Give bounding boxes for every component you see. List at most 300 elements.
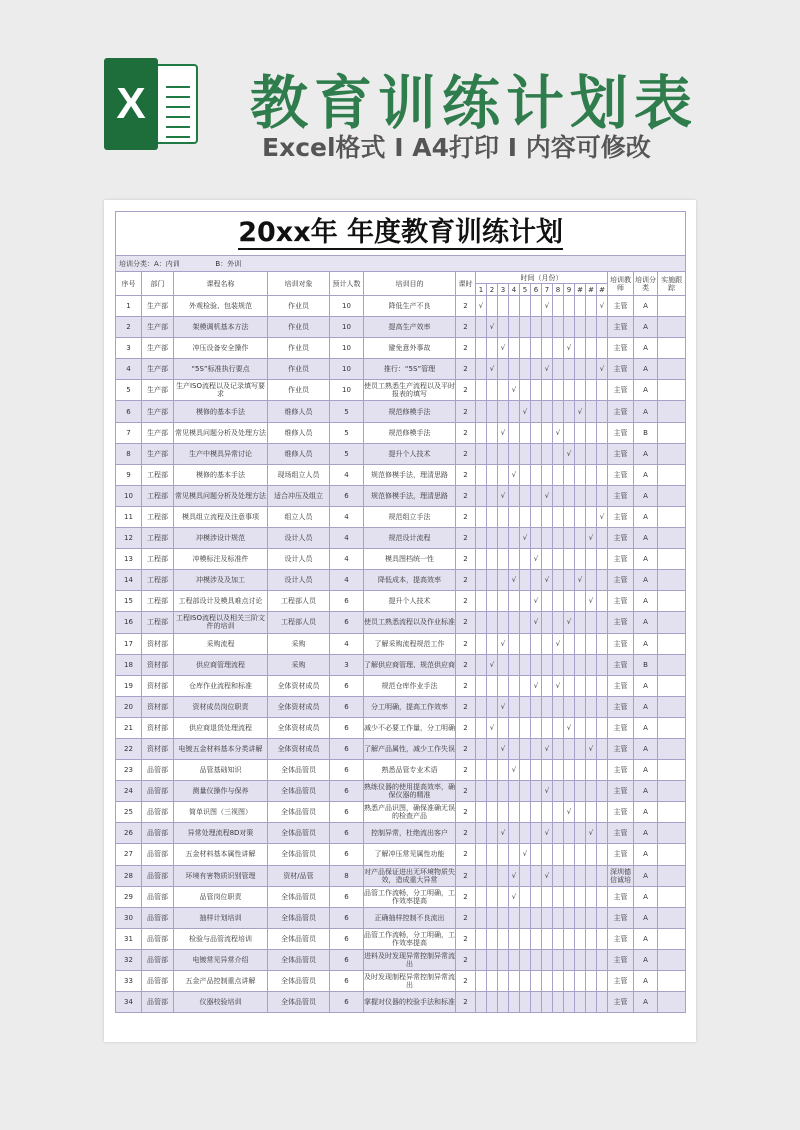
cell-track[interactable]	[658, 549, 686, 570]
cell-month-2[interactable]: √	[487, 317, 498, 338]
cell-teacher[interactable]: 主管	[608, 338, 634, 359]
cell-type[interactable]: A	[634, 591, 658, 612]
cell-month-11[interactable]: √	[586, 823, 597, 844]
cell-type[interactable]: A	[634, 296, 658, 317]
cell-type[interactable]: A	[634, 696, 658, 717]
cell-dept[interactable]: 生产部	[142, 401, 174, 422]
cell-track[interactable]	[658, 401, 686, 422]
cell-month-8[interactable]	[553, 823, 564, 844]
cell-month-12[interactable]	[597, 696, 608, 717]
cell-purpose[interactable]: 正确抽样控制不良流出	[364, 907, 456, 928]
cell-teacher[interactable]: 主管	[608, 760, 634, 781]
cell-purpose[interactable]: 进料及时发现异常控制异常流出	[364, 949, 456, 970]
cell-month-11[interactable]	[586, 760, 597, 781]
cell-dept[interactable]: 品管部	[142, 928, 174, 949]
cell-month-4[interactable]	[509, 781, 520, 802]
cell-month-2[interactable]	[487, 422, 498, 443]
cell-month-5[interactable]	[520, 570, 531, 591]
cell-target[interactable]: 全体资材成员	[268, 696, 330, 717]
cell-dept[interactable]: 工程部	[142, 506, 174, 527]
cell-month-12[interactable]	[597, 591, 608, 612]
cell-month-10[interactable]	[575, 654, 586, 675]
cell-purpose[interactable]: 了解冲压常见属性功能	[364, 844, 456, 865]
cell-month-2[interactable]	[487, 506, 498, 527]
cell-purpose[interactable]: 使员工熟悉流程以及作业标准	[364, 612, 456, 633]
cell-count[interactable]: 6	[330, 781, 364, 802]
cell-month-6[interactable]: √	[531, 612, 542, 633]
cell-month-4[interactable]	[509, 738, 520, 759]
cell-count[interactable]: 6	[330, 738, 364, 759]
cell-month-9[interactable]	[564, 823, 575, 844]
cell-purpose[interactable]: 规范修模手法	[364, 401, 456, 422]
cell-target[interactable]: 全体资材成员	[268, 738, 330, 759]
cell-month-9[interactable]	[564, 422, 575, 443]
cell-month-7[interactable]	[542, 633, 553, 654]
cell-month-12[interactable]	[597, 675, 608, 696]
cell-target[interactable]: 设计人员	[268, 570, 330, 591]
cell-dept[interactable]: 生产部	[142, 380, 174, 401]
cell-month-10[interactable]	[575, 528, 586, 549]
cell-month-6[interactable]	[531, 886, 542, 907]
cell-month-12[interactable]	[597, 971, 608, 992]
cell-month-1[interactable]	[476, 865, 487, 886]
cell-month-4[interactable]: √	[509, 464, 520, 485]
cell-month-2[interactable]	[487, 928, 498, 949]
cell-month-2[interactable]	[487, 907, 498, 928]
cell-month-3[interactable]	[498, 992, 509, 1013]
cell-course[interactable]: 电镀常见异常介绍	[174, 949, 268, 970]
cell-target[interactable]: 现场组立人员	[268, 464, 330, 485]
cell-month-6[interactable]	[531, 570, 542, 591]
cell-count[interactable]: 10	[330, 296, 364, 317]
cell-month-1[interactable]	[476, 802, 487, 823]
cell-type[interactable]: A	[634, 928, 658, 949]
cell-month-11[interactable]	[586, 949, 597, 970]
cell-month-1[interactable]	[476, 443, 487, 464]
cell-month-9[interactable]	[564, 738, 575, 759]
cell-month-8[interactable]	[553, 338, 564, 359]
cell-month-1[interactable]	[476, 464, 487, 485]
cell-month-8[interactable]	[553, 781, 564, 802]
cell-month-1[interactable]	[476, 844, 487, 865]
cell-track[interactable]	[658, 675, 686, 696]
cell-month-10[interactable]	[575, 317, 586, 338]
cell-month-1[interactable]	[476, 422, 487, 443]
cell-month-8[interactable]	[553, 401, 564, 422]
cell-month-5[interactable]	[520, 823, 531, 844]
cell-course[interactable]: 模具组立流程及注意事项	[174, 506, 268, 527]
cell-track[interactable]	[658, 654, 686, 675]
cell-month-3[interactable]	[498, 781, 509, 802]
cell-month-8[interactable]	[553, 612, 564, 633]
cell-month-11[interactable]	[586, 506, 597, 527]
cell-type[interactable]: A	[634, 675, 658, 696]
cell-month-10[interactable]	[575, 633, 586, 654]
cell-count[interactable]: 6	[330, 696, 364, 717]
cell-month-8[interactable]	[553, 844, 564, 865]
cell-month-4[interactable]	[509, 802, 520, 823]
cell-month-2[interactable]	[487, 675, 498, 696]
cell-month-4[interactable]	[509, 528, 520, 549]
cell-month-9[interactable]	[564, 528, 575, 549]
cell-month-2[interactable]	[487, 971, 498, 992]
cell-track[interactable]	[658, 338, 686, 359]
cell-month-12[interactable]	[597, 802, 608, 823]
cell-type[interactable]: B	[634, 654, 658, 675]
cell-track[interactable]	[658, 907, 686, 928]
cell-count[interactable]: 6	[330, 949, 364, 970]
cell-purpose[interactable]: 规范修模手法	[364, 422, 456, 443]
cell-month-10[interactable]	[575, 992, 586, 1013]
cell-month-5[interactable]	[520, 992, 531, 1013]
cell-month-12[interactable]	[597, 633, 608, 654]
cell-month-9[interactable]	[564, 844, 575, 865]
cell-month-8[interactable]	[553, 696, 564, 717]
cell-month-12[interactable]	[597, 422, 608, 443]
cell-month-6[interactable]	[531, 760, 542, 781]
cell-month-4[interactable]	[509, 675, 520, 696]
cell-dept[interactable]: 品管部	[142, 971, 174, 992]
cell-dept[interactable]: 品管部	[142, 760, 174, 781]
cell-month-1[interactable]: √	[476, 296, 487, 317]
cell-count[interactable]: 8	[330, 865, 364, 886]
cell-target[interactable]: 全体品管员	[268, 992, 330, 1013]
cell-hours[interactable]: 2	[456, 992, 476, 1013]
cell-month-8[interactable]	[553, 380, 564, 401]
cell-month-6[interactable]	[531, 844, 542, 865]
cell-month-11[interactable]	[586, 296, 597, 317]
cell-count[interactable]: 5	[330, 401, 364, 422]
cell-month-1[interactable]	[476, 633, 487, 654]
cell-hours[interactable]: 2	[456, 907, 476, 928]
cell-month-11[interactable]	[586, 696, 597, 717]
cell-month-10[interactable]	[575, 506, 586, 527]
cell-month-10[interactable]	[575, 380, 586, 401]
cell-hours[interactable]: 2	[456, 317, 476, 338]
cell-course[interactable]: 常见模具问题分析及处理方法	[174, 485, 268, 506]
cell-course[interactable]: 异常处理流程8D对策	[174, 823, 268, 844]
cell-course[interactable]: 测量仪操作与保养	[174, 781, 268, 802]
cell-month-9[interactable]	[564, 760, 575, 781]
cell-no[interactable]: 2	[116, 317, 142, 338]
cell-hours[interactable]: 2	[456, 612, 476, 633]
cell-month-7[interactable]: √	[542, 781, 553, 802]
cell-dept[interactable]: 资材部	[142, 675, 174, 696]
cell-month-1[interactable]	[476, 928, 487, 949]
cell-month-6[interactable]	[531, 971, 542, 992]
cell-month-10[interactable]	[575, 338, 586, 359]
cell-hours[interactable]: 2	[456, 570, 476, 591]
cell-month-10[interactable]	[575, 928, 586, 949]
cell-dept[interactable]: 生产部	[142, 443, 174, 464]
cell-track[interactable]	[658, 992, 686, 1013]
cell-type[interactable]: A	[634, 359, 658, 380]
cell-type[interactable]: A	[634, 738, 658, 759]
cell-month-3[interactable]: √	[498, 696, 509, 717]
cell-month-5[interactable]	[520, 760, 531, 781]
cell-track[interactable]	[658, 443, 686, 464]
cell-no[interactable]: 34	[116, 992, 142, 1013]
cell-month-10[interactable]	[575, 949, 586, 970]
cell-month-7[interactable]	[542, 760, 553, 781]
cell-month-2[interactable]	[487, 886, 498, 907]
cell-dept[interactable]: 生产部	[142, 359, 174, 380]
cell-month-10[interactable]: √	[575, 401, 586, 422]
cell-month-8[interactable]: √	[553, 675, 564, 696]
cell-month-10[interactable]	[575, 675, 586, 696]
cell-month-10[interactable]	[575, 781, 586, 802]
cell-count[interactable]: 10	[330, 380, 364, 401]
cell-teacher[interactable]: 主管	[608, 971, 634, 992]
cell-teacher[interactable]: 主管	[608, 928, 634, 949]
cell-course[interactable]: 供应商退货处理流程	[174, 717, 268, 738]
cell-month-4[interactable]	[509, 422, 520, 443]
cell-month-2[interactable]	[487, 401, 498, 422]
cell-target[interactable]: 全体品管员	[268, 886, 330, 907]
cell-month-6[interactable]	[531, 380, 542, 401]
cell-month-12[interactable]	[597, 781, 608, 802]
cell-no[interactable]: 21	[116, 717, 142, 738]
cell-month-1[interactable]	[476, 675, 487, 696]
cell-no[interactable]: 30	[116, 907, 142, 928]
cell-month-5[interactable]	[520, 675, 531, 696]
cell-target[interactable]: 全体品管员	[268, 760, 330, 781]
cell-month-11[interactable]	[586, 781, 597, 802]
cell-month-12[interactable]	[597, 570, 608, 591]
cell-teacher[interactable]: 主管	[608, 485, 634, 506]
cell-hours[interactable]: 2	[456, 886, 476, 907]
cell-track[interactable]	[658, 633, 686, 654]
cell-month-2[interactable]	[487, 992, 498, 1013]
cell-type[interactable]: A	[634, 570, 658, 591]
cell-month-9[interactable]	[564, 781, 575, 802]
cell-month-5[interactable]	[520, 359, 531, 380]
cell-month-9[interactable]	[564, 992, 575, 1013]
cell-month-9[interactable]	[564, 317, 575, 338]
cell-track[interactable]	[658, 823, 686, 844]
cell-month-3[interactable]	[498, 949, 509, 970]
cell-dept[interactable]: 工程部	[142, 485, 174, 506]
cell-target[interactable]: 组立人员	[268, 506, 330, 527]
cell-month-11[interactable]	[586, 549, 597, 570]
cell-month-10[interactable]	[575, 907, 586, 928]
cell-count[interactable]: 6	[330, 971, 364, 992]
cell-purpose[interactable]: 对产品保证进出无环境物质失效，造成重大异常	[364, 865, 456, 886]
cell-no[interactable]: 14	[116, 570, 142, 591]
cell-count[interactable]: 6	[330, 591, 364, 612]
cell-course[interactable]: 仪器校验培训	[174, 992, 268, 1013]
cell-month-10[interactable]	[575, 823, 586, 844]
cell-month-6[interactable]	[531, 485, 542, 506]
cell-dept[interactable]: 生产部	[142, 317, 174, 338]
cell-month-8[interactable]	[553, 949, 564, 970]
cell-teacher[interactable]: 主管	[608, 844, 634, 865]
cell-month-7[interactable]	[542, 802, 553, 823]
cell-month-9[interactable]	[564, 570, 575, 591]
cell-type[interactable]: A	[634, 338, 658, 359]
cell-month-4[interactable]	[509, 823, 520, 844]
cell-count[interactable]: 6	[330, 802, 364, 823]
cell-month-11[interactable]	[586, 612, 597, 633]
cell-month-5[interactable]: √	[520, 401, 531, 422]
cell-month-6[interactable]	[531, 654, 542, 675]
cell-month-10[interactable]	[575, 971, 586, 992]
cell-type[interactable]: A	[634, 844, 658, 865]
cell-month-1[interactable]	[476, 506, 487, 527]
cell-type[interactable]: B	[634, 422, 658, 443]
cell-no[interactable]: 1	[116, 296, 142, 317]
cell-month-5[interactable]	[520, 380, 531, 401]
cell-count[interactable]: 6	[330, 907, 364, 928]
cell-month-10[interactable]	[575, 485, 586, 506]
cell-month-5[interactable]	[520, 612, 531, 633]
cell-month-9[interactable]	[564, 886, 575, 907]
cell-type[interactable]: A	[634, 717, 658, 738]
cell-count[interactable]: 10	[330, 338, 364, 359]
cell-month-9[interactable]: √	[564, 612, 575, 633]
cell-dept[interactable]: 工程部	[142, 528, 174, 549]
cell-teacher[interactable]: 深圳德信诚培	[608, 865, 634, 886]
cell-hours[interactable]: 2	[456, 823, 476, 844]
cell-month-11[interactable]	[586, 907, 597, 928]
cell-month-2[interactable]	[487, 570, 498, 591]
cell-course[interactable]: 架模调机基本方法	[174, 317, 268, 338]
cell-month-5[interactable]	[520, 886, 531, 907]
cell-month-12[interactable]	[597, 992, 608, 1013]
cell-month-1[interactable]	[476, 570, 487, 591]
cell-month-6[interactable]	[531, 717, 542, 738]
cell-month-9[interactable]	[564, 464, 575, 485]
cell-month-3[interactable]	[498, 844, 509, 865]
cell-month-11[interactable]	[586, 401, 597, 422]
cell-type[interactable]: A	[634, 823, 658, 844]
cell-month-2[interactable]	[487, 865, 498, 886]
cell-track[interactable]	[658, 760, 686, 781]
cell-month-3[interactable]	[498, 612, 509, 633]
cell-dept[interactable]: 资材部	[142, 717, 174, 738]
cell-purpose[interactable]: 避免意外事故	[364, 338, 456, 359]
cell-month-3[interactable]: √	[498, 738, 509, 759]
cell-count[interactable]: 5	[330, 422, 364, 443]
cell-track[interactable]	[658, 612, 686, 633]
cell-month-8[interactable]	[553, 359, 564, 380]
cell-type[interactable]: A	[634, 317, 658, 338]
cell-month-1[interactable]	[476, 380, 487, 401]
cell-month-7[interactable]	[542, 528, 553, 549]
cell-month-7[interactable]	[542, 654, 553, 675]
cell-teacher[interactable]: 主管	[608, 422, 634, 443]
cell-hours[interactable]: 2	[456, 528, 476, 549]
cell-month-10[interactable]: √	[575, 570, 586, 591]
cell-month-11[interactable]	[586, 317, 597, 338]
cell-target[interactable]: 全体资材成员	[268, 717, 330, 738]
cell-month-8[interactable]	[553, 464, 564, 485]
cell-no[interactable]: 5	[116, 380, 142, 401]
cell-hours[interactable]: 2	[456, 696, 476, 717]
cell-purpose[interactable]: 使员工熟悉生产流程以及平时报表的填写	[364, 380, 456, 401]
cell-month-2[interactable]	[487, 485, 498, 506]
cell-course[interactable]: 冲模标注及标准件	[174, 549, 268, 570]
cell-month-7[interactable]: √	[542, 485, 553, 506]
cell-month-6[interactable]	[531, 464, 542, 485]
cell-month-11[interactable]	[586, 928, 597, 949]
cell-month-9[interactable]	[564, 865, 575, 886]
cell-month-6[interactable]	[531, 738, 542, 759]
cell-month-3[interactable]	[498, 443, 509, 464]
cell-type[interactable]: A	[634, 886, 658, 907]
cell-hours[interactable]: 2	[456, 591, 476, 612]
cell-target[interactable]: 适合冲压及组立	[268, 485, 330, 506]
cell-hours[interactable]: 2	[456, 654, 476, 675]
cell-month-6[interactable]	[531, 928, 542, 949]
cell-target[interactable]: 作业员	[268, 296, 330, 317]
cell-month-1[interactable]	[476, 696, 487, 717]
cell-hours[interactable]: 2	[456, 485, 476, 506]
cell-purpose[interactable]: 控制异常，杜绝流出客户	[364, 823, 456, 844]
cell-month-4[interactable]	[509, 591, 520, 612]
cell-no[interactable]: 9	[116, 464, 142, 485]
cell-course[interactable]: 外观检验、包装规范	[174, 296, 268, 317]
cell-month-3[interactable]	[498, 802, 509, 823]
cell-target[interactable]: 全体资材成员	[268, 675, 330, 696]
cell-hours[interactable]: 2	[456, 971, 476, 992]
cell-month-12[interactable]	[597, 823, 608, 844]
cell-month-2[interactable]	[487, 464, 498, 485]
cell-track[interactable]	[658, 464, 686, 485]
cell-month-9[interactable]	[564, 401, 575, 422]
cell-month-6[interactable]	[531, 696, 542, 717]
cell-dept[interactable]: 资材部	[142, 738, 174, 759]
cell-purpose[interactable]: 品管工作流畅，分工明确，工作效率提高	[364, 886, 456, 907]
cell-month-8[interactable]	[553, 506, 564, 527]
cell-month-12[interactable]: √	[597, 506, 608, 527]
cell-course[interactable]: 仓库作业流程和标准	[174, 675, 268, 696]
cell-count[interactable]: 6	[330, 485, 364, 506]
cell-type[interactable]: A	[634, 992, 658, 1013]
cell-target[interactable]: 资材/品管	[268, 865, 330, 886]
cell-month-12[interactable]	[597, 886, 608, 907]
cell-track[interactable]	[658, 717, 686, 738]
cell-month-3[interactable]	[498, 317, 509, 338]
cell-track[interactable]	[658, 971, 686, 992]
cell-month-9[interactable]	[564, 506, 575, 527]
cell-month-12[interactable]: √	[597, 296, 608, 317]
cell-month-1[interactable]	[476, 317, 487, 338]
cell-month-11[interactable]	[586, 802, 597, 823]
cell-month-8[interactable]	[553, 907, 564, 928]
cell-month-5[interactable]	[520, 928, 531, 949]
cell-month-12[interactable]	[597, 717, 608, 738]
cell-track[interactable]	[658, 865, 686, 886]
cell-month-7[interactable]: √	[542, 359, 553, 380]
cell-dept[interactable]: 资材部	[142, 633, 174, 654]
cell-course[interactable]: 电镀五金材料基本分类讲解	[174, 738, 268, 759]
cell-month-8[interactable]	[553, 802, 564, 823]
cell-month-3[interactable]: √	[498, 823, 509, 844]
cell-month-8[interactable]: √	[553, 633, 564, 654]
cell-no[interactable]: 3	[116, 338, 142, 359]
cell-dept[interactable]: 品管部	[142, 781, 174, 802]
cell-month-3[interactable]	[498, 928, 509, 949]
cell-purpose[interactable]: 了解供应商管理、规范供应商	[364, 654, 456, 675]
cell-month-8[interactable]	[553, 738, 564, 759]
cell-track[interactable]	[658, 296, 686, 317]
cell-month-10[interactable]	[575, 549, 586, 570]
cell-purpose[interactable]: 熟悉产品识图，确保准确无误的检查产品	[364, 802, 456, 823]
cell-month-11[interactable]	[586, 633, 597, 654]
cell-no[interactable]: 23	[116, 760, 142, 781]
cell-month-1[interactable]	[476, 654, 487, 675]
